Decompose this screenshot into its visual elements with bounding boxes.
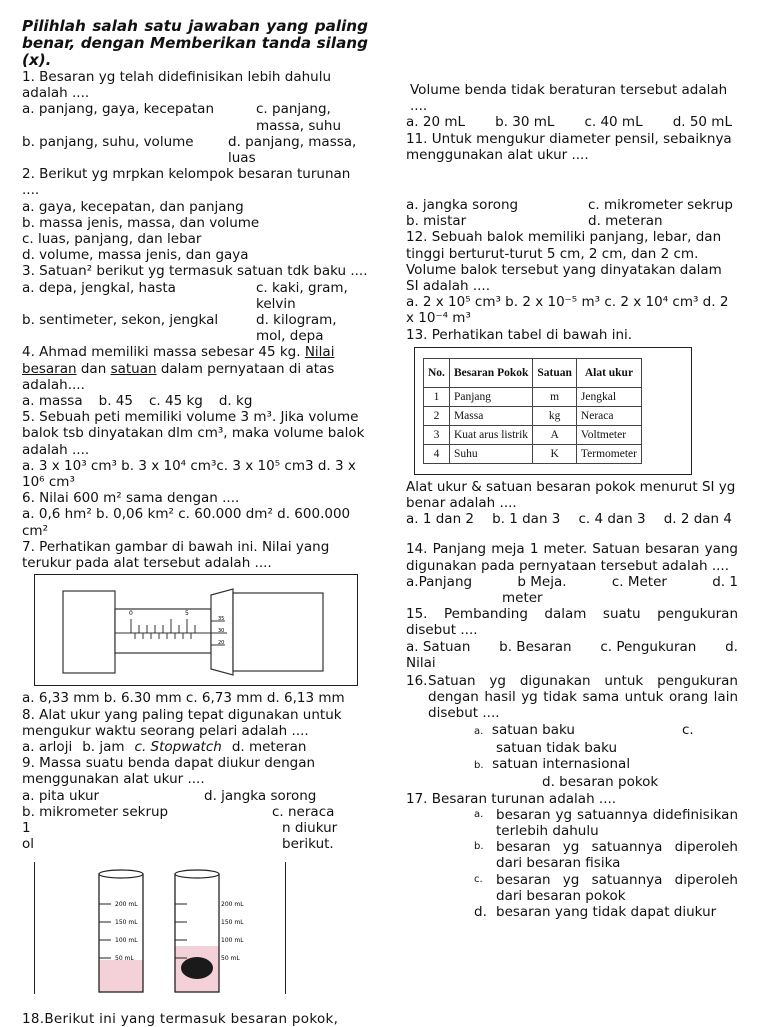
q2-b[interactable]: b. massa jenis, massa, dan volume bbox=[22, 214, 260, 231]
q14-d-cont: meter bbox=[502, 590, 543, 607]
cell: K bbox=[533, 444, 577, 463]
q10-line2-start: ol bbox=[22, 835, 35, 852]
q17-c-letter: c. bbox=[474, 873, 483, 885]
cyl1-label-50: 50 mL bbox=[115, 955, 134, 962]
q16-b-label: satuan internasional bbox=[492, 756, 631, 773]
cell: Neraca bbox=[576, 406, 641, 425]
q1-options-row1 bbox=[22, 101, 368, 133]
q17-a-letter: a. bbox=[474, 808, 484, 820]
micrometer-anvil bbox=[63, 591, 115, 673]
q11-text: 11. Untuk mengukur diameter pensil, sebaiknya menggunakan alat ukur .... bbox=[406, 130, 732, 163]
q4-underline-1: Nilai besaran bbox=[22, 344, 335, 377]
cell: 2 bbox=[424, 406, 450, 425]
q5-text: 5. Sebuah peti memiliki volume 3 m³. Jika volume balok tsb dinyatakan dlm cm³, maka volume balok adalah .... bbox=[22, 409, 365, 458]
sleeve-label-5: 5 bbox=[185, 610, 189, 618]
q16-d[interactable]: d. besaran pokok bbox=[542, 774, 659, 791]
q2-c[interactable]: c. luas, panjang, dan lebar bbox=[22, 231, 202, 248]
q2-text: 2. Berikut yg mrpkan kelompok besaran turunan .... bbox=[22, 166, 351, 199]
q17-b[interactable] bbox=[474, 839, 738, 871]
q6-text: 6. Nilai 600 m² sama dengan .... bbox=[22, 490, 240, 507]
q1-c[interactable]: c. panjang, massa, suhu bbox=[256, 101, 342, 134]
q4-underline-2: satuan bbox=[110, 360, 157, 377]
cylinder-2 bbox=[175, 870, 244, 992]
q17-b-letter: b. bbox=[474, 841, 484, 853]
cyl1-label-150: 150 mL bbox=[115, 919, 138, 926]
q16-a-label: satuan baku bbox=[491, 721, 575, 738]
q13-after: Alat ukur & satuan besaran pokok menurut SI yg benar adalah .... bbox=[406, 478, 736, 512]
cell: 1 bbox=[424, 387, 450, 406]
q16-options-row2 bbox=[474, 756, 738, 774]
q16-options-row1 bbox=[474, 722, 738, 740]
q9-options-row1 bbox=[22, 788, 368, 804]
q9-b[interactable]: b. mikrometer sekrup bbox=[22, 803, 169, 820]
q10b-options bbox=[406, 114, 732, 130]
measuring-cylinder-figure bbox=[34, 862, 286, 994]
q10-line1-start: 1 bbox=[22, 819, 31, 836]
q13-table-frame bbox=[414, 347, 692, 475]
q15-options bbox=[406, 639, 738, 655]
q16-text: Satuan yg digunakan untuk pengukuran dengan hasil yg tidak sama untuk orang lain disebut .... bbox=[428, 673, 738, 722]
cell: Jengkal bbox=[576, 387, 641, 406]
cyl2-label-100: 100 mL bbox=[221, 937, 244, 944]
table-row bbox=[424, 444, 642, 463]
q18-text: 18.Berikut ini yang termasuk besaran pokok, bbox=[22, 1011, 339, 1027]
cyl2-label-200: 200 mL bbox=[221, 901, 244, 908]
cyl1-label-100: 100 mL bbox=[115, 937, 138, 944]
q9-d[interactable]: d. jangka sorong bbox=[204, 787, 317, 804]
q4-b[interactable]: b. 45 bbox=[98, 393, 133, 410]
q8-d[interactable]: d. meteran bbox=[231, 738, 307, 755]
q13-b[interactable]: b. 1 dan 3 bbox=[492, 511, 561, 528]
cyl2-label-150: 150 mL bbox=[221, 919, 244, 926]
q14-b[interactable]: b Meja. bbox=[517, 573, 567, 590]
cell: A bbox=[533, 425, 577, 444]
q14-options bbox=[406, 574, 738, 590]
q4-mid: dan bbox=[80, 360, 107, 377]
q9-text: 9. Massa suatu benda dapat diukur dengan menggunakan alat ukur .... bbox=[22, 755, 316, 788]
th-alat: Alat ukur bbox=[576, 358, 641, 387]
th-satuan: Satuan bbox=[533, 358, 577, 387]
q2-a[interactable]: a. gaya, kecepatan, dan panjang bbox=[22, 198, 244, 215]
table-row bbox=[424, 406, 642, 425]
micrometer-illustration bbox=[35, 575, 357, 685]
q10b-a[interactable]: a. 20 mL bbox=[406, 114, 465, 131]
q16-block bbox=[406, 673, 738, 722]
micrometer-figure bbox=[34, 574, 358, 686]
q7-text: 7. Perhatikan gambar di bawah ini. Nilai yang terukur pada alat tersebut adalah .... bbox=[22, 538, 330, 572]
q17-d[interactable] bbox=[474, 904, 738, 920]
q3-text: 3. Satuan² berikut yg termasuk satuan tdk baku .... bbox=[22, 263, 368, 280]
q11-a[interactable]: a. jangka sorong bbox=[406, 197, 519, 214]
q4-d[interactable]: d. kg bbox=[218, 393, 253, 410]
table-header-row bbox=[424, 358, 642, 387]
q15-text: 15. Pembanding dalam suatu pengukuran disebut .... bbox=[406, 606, 738, 639]
q17-text: 17. Besaran turunan adalah .... bbox=[406, 790, 617, 807]
q3-c[interactable]: c. kaki, gram, kelvin bbox=[256, 279, 348, 312]
q10b-c[interactable]: c. 40 mL bbox=[584, 114, 643, 131]
q9-a[interactable]: a. pita ukur bbox=[22, 787, 100, 804]
q12-options[interactable]: a. 2 x 10⁵ cm³ b. 2 x 10⁻⁵ m³ c. 2 x 10⁴ cm³ d. 2 x 10⁻⁴ m³ bbox=[406, 294, 729, 327]
thimble-label-30: 30 bbox=[218, 628, 225, 635]
q13-a[interactable]: a. 1 dan 2 bbox=[406, 511, 475, 528]
cell: Suhu bbox=[449, 444, 532, 463]
q17-c[interactable] bbox=[474, 872, 738, 904]
right-column bbox=[406, 82, 738, 920]
table-row bbox=[424, 425, 642, 444]
cyl1-label-200: 200 mL bbox=[115, 901, 138, 908]
cell: m bbox=[533, 387, 577, 406]
cyl2-label-50: 50 mL bbox=[221, 955, 240, 962]
q12-text: 12. Sebuah balok memiliki panjang, lebar, dan tinggi berturut-turut 5 cm, 2 cm, dan 2 cm. Volume balok tersebut yang dinyatakan dalam SI adalah .... bbox=[406, 229, 722, 295]
q9-options-row2 bbox=[22, 804, 368, 820]
q4-options bbox=[22, 393, 368, 409]
q13-d[interactable]: d. 2 dan 4 bbox=[663, 511, 732, 528]
q3-a[interactable]: a. depa, jengkal, hasta bbox=[22, 279, 176, 296]
measuring-cylinders bbox=[35, 862, 285, 994]
cell: Termometer bbox=[576, 444, 641, 463]
cell: kg bbox=[533, 406, 577, 425]
q16-c-cont: satuan tidak baku bbox=[496, 739, 618, 756]
cell: Voltmeter bbox=[576, 425, 641, 444]
q4-c[interactable]: c. 45 kg bbox=[148, 393, 203, 410]
q15-a[interactable]: a. Satuan bbox=[406, 638, 471, 655]
q1-options-row2 bbox=[22, 134, 368, 166]
q8-text: 8. Alat ukur yang paling tepat digunakan untuk mengukur waktu seorang pelari adalah .... bbox=[22, 706, 342, 739]
q17-d-label: besaran yang tidak dapat diukur bbox=[496, 903, 717, 920]
thimble-label-35: 35 bbox=[218, 616, 225, 623]
q13-text: 13. Perhatikan tabel di bawah ini. bbox=[406, 326, 633, 343]
q1-a[interactable]: a. panjang, gaya, kecepatan bbox=[22, 101, 215, 118]
q10-line2-end: berikut. bbox=[282, 835, 334, 852]
q13-options bbox=[406, 511, 732, 527]
q4-a[interactable]: a. massa bbox=[22, 393, 83, 410]
q8-c[interactable]: c. Stopwatch bbox=[134, 738, 222, 755]
q11-d[interactable]: d. meteran bbox=[588, 213, 663, 230]
q17-b-label: besaran yg satuannya diperoleh dari besaran fisika bbox=[496, 839, 738, 872]
q4-text bbox=[22, 344, 368, 393]
q10b-b[interactable]: b. 30 mL bbox=[495, 114, 555, 131]
cell: 3 bbox=[424, 425, 450, 444]
q17-a-label: besaran yg satuannya didefinisikan terlebih dahulu bbox=[496, 806, 738, 839]
q4-pre: 4. Ahmad memiliki massa sebesar 45 kg. bbox=[22, 344, 301, 361]
instructions: Pilihlah salah satu jawaban yang paling benar, dengan Memberikan tanda silang (x). bbox=[22, 17, 368, 69]
th-no: No. bbox=[424, 358, 450, 387]
q3-options-row1 bbox=[22, 280, 368, 312]
q7-options[interactable]: a. 6,33 mm b. 6.30 mm c. 6,73 mm d. 6,13 mm bbox=[22, 690, 345, 707]
q4-post: dalam pernyataan di atas adalah.... bbox=[22, 360, 335, 393]
q8-b[interactable]: b. jam bbox=[82, 738, 125, 755]
q14-c[interactable]: c. Meter bbox=[611, 573, 667, 590]
q3-options-row2 bbox=[22, 312, 368, 344]
q16-b[interactable]: b. satuan internasional bbox=[474, 756, 631, 773]
th-besaran: Besaran Pokok bbox=[449, 358, 532, 387]
q6-options[interactable]: a. 0,6 hm² b. 0,06 km² c. 60.000 dm² d. 600.000 cm² bbox=[22, 506, 351, 539]
thimble-label-20: 20 bbox=[218, 640, 225, 647]
micrometer-thimble bbox=[233, 593, 323, 671]
cell: 4 bbox=[424, 444, 450, 463]
cell: Panjang bbox=[449, 387, 532, 406]
q11-options-row2 bbox=[406, 213, 738, 229]
q3-b[interactable]: b. sentimeter, sekon, jengkal bbox=[22, 312, 219, 329]
q15-c[interactable]: c. Pengukuran bbox=[600, 638, 697, 655]
q16-a[interactable]: a. satuan baku bbox=[474, 721, 575, 738]
q11-b[interactable]: b. mistar bbox=[406, 213, 467, 230]
q16-number: 16. bbox=[406, 673, 428, 690]
q8-a[interactable]: a. arloji bbox=[22, 738, 73, 755]
q11-options-row1 bbox=[406, 197, 738, 213]
q9-c[interactable]: c. neraca bbox=[272, 803, 335, 820]
q15-b[interactable]: b. Besaran bbox=[499, 638, 572, 655]
q1-text: 1. Besaran yg telah didefinisikan lebih dahulu adalah .... bbox=[22, 69, 332, 102]
q10b-text: Volume benda tidak beraturan tersebut adalah .... bbox=[410, 82, 728, 115]
sleeve-label-0: 0 bbox=[129, 610, 133, 618]
q10b-d[interactable]: d. 50 mL bbox=[672, 114, 732, 131]
q3-d[interactable]: d. kilogram, mol, depa bbox=[256, 312, 337, 345]
q5-options[interactable]: a. 3 x 10³ cm³ b. 3 x 10⁴ cm³c. 3 x 10⁵ cm3 d. 3 x 10⁶ cm³ bbox=[22, 457, 356, 491]
q15-d[interactable]: d. bbox=[725, 638, 738, 655]
q11-c[interactable]: c. mikrometer sekrup bbox=[588, 197, 733, 214]
q1-b[interactable]: b. panjang, suhu, volume bbox=[22, 133, 194, 150]
stone bbox=[181, 957, 213, 979]
q10-partial-lines bbox=[22, 820, 368, 852]
q16-c[interactable]: c. bbox=[682, 721, 694, 738]
q17-a[interactable] bbox=[474, 807, 738, 839]
cylinder-1 bbox=[99, 870, 143, 992]
q1-d[interactable]: d. panjang, massa, luas bbox=[228, 133, 357, 167]
left-column bbox=[22, 18, 368, 852]
q17-d-letter: d. bbox=[474, 903, 487, 920]
cylinder-1-liquid bbox=[99, 960, 143, 992]
q8-options bbox=[22, 739, 368, 755]
cell: Kuat arus listrik bbox=[449, 425, 532, 444]
table-row bbox=[424, 387, 642, 406]
q14-d[interactable]: d. 1 bbox=[712, 573, 738, 590]
cell: Massa bbox=[449, 406, 532, 425]
q14-text: 14. Panjang meja 1 meter. Satuan besaran yang digunakan pada pernyataan tersebut adalah .... bbox=[406, 541, 738, 574]
q13-table bbox=[423, 358, 642, 464]
q15-d-cont: Nilai bbox=[406, 654, 436, 671]
q13-c[interactable]: c. 4 dan 3 bbox=[578, 511, 646, 528]
q2-d[interactable]: d. volume, massa jenis, dan gaya bbox=[22, 247, 249, 264]
q17-c-label: besaran yg satuannya diperoleh dari besaran pokok bbox=[496, 871, 738, 904]
q14-a[interactable]: a.Panjang bbox=[406, 573, 473, 590]
q10-line1-end: n diukur bbox=[282, 819, 338, 836]
